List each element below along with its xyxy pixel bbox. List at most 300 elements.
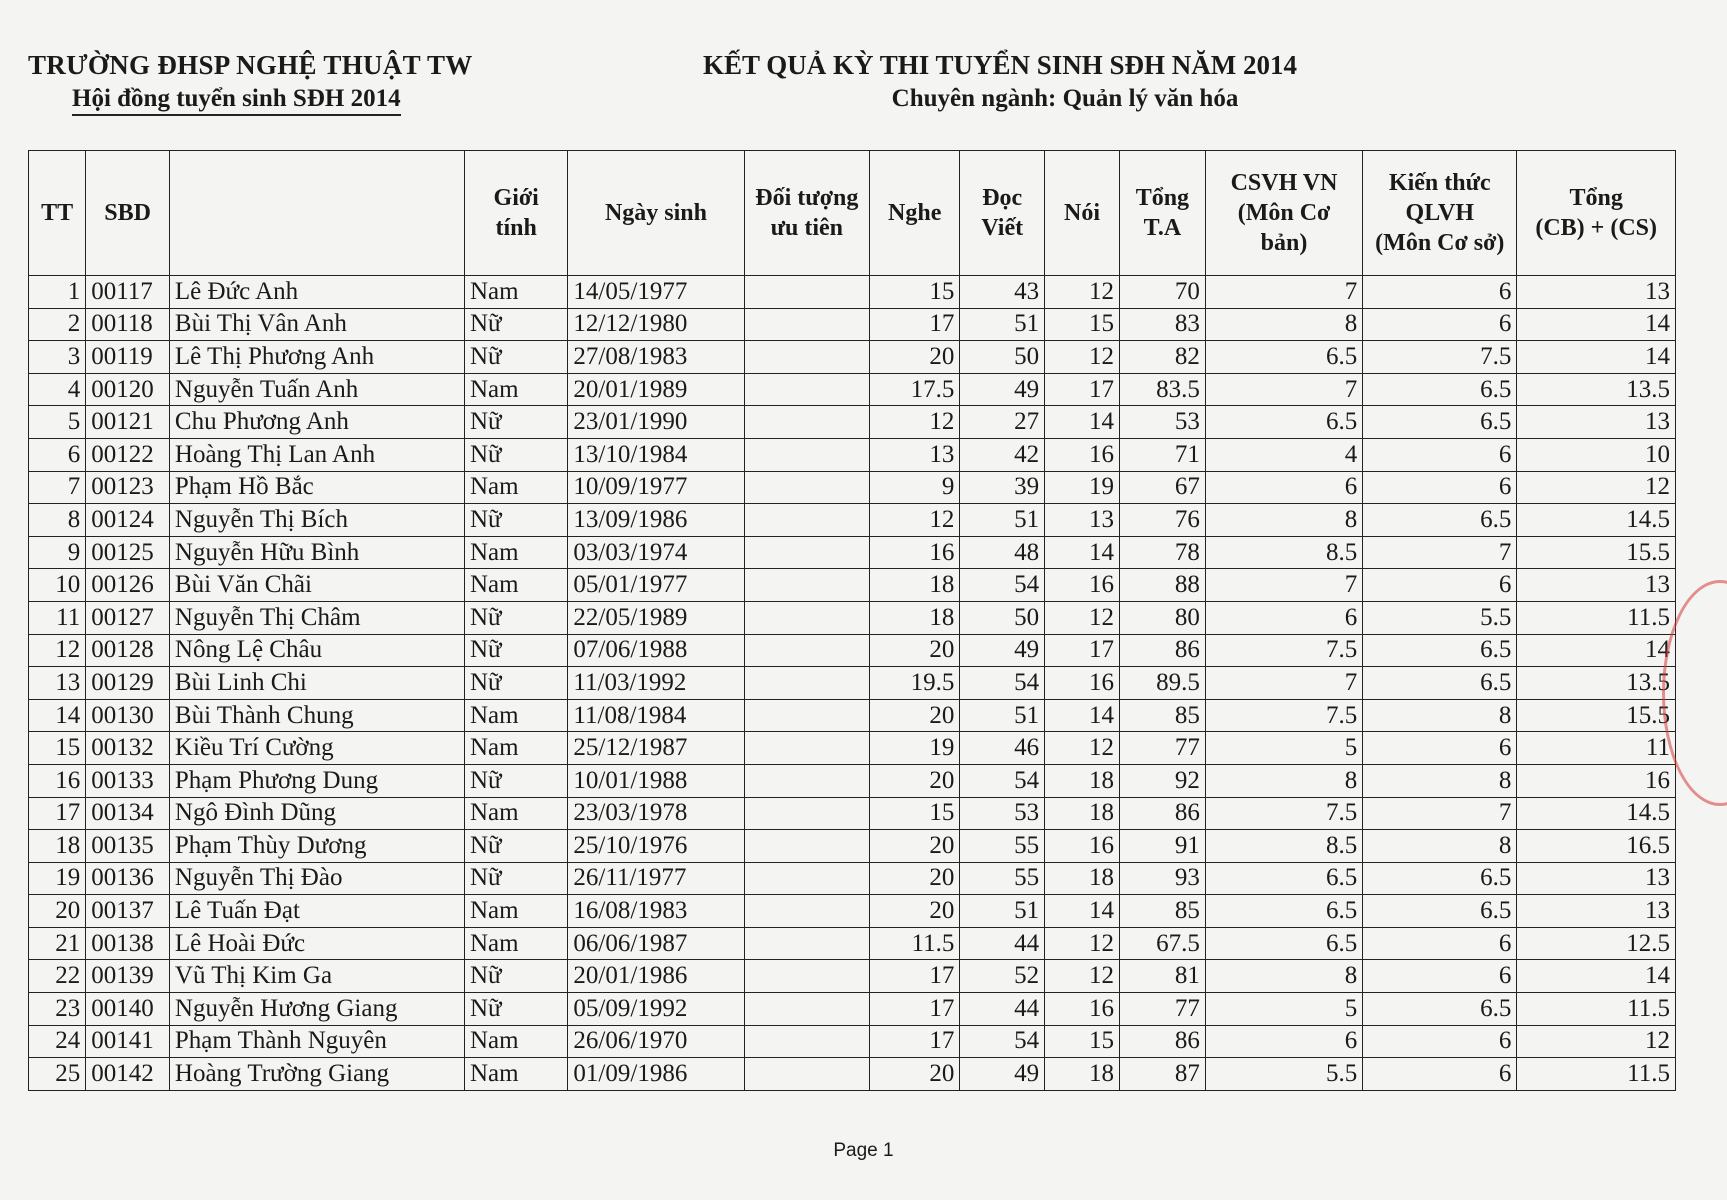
table-row bbox=[29, 601, 1676, 634]
cell-sbd: 00129 bbox=[86, 667, 170, 700]
cell-priority bbox=[744, 276, 870, 309]
cell-english-total: 93 bbox=[1119, 862, 1205, 895]
cell-priority bbox=[744, 601, 870, 634]
cell-csvh: 7.5 bbox=[1205, 797, 1362, 830]
page-footer: Page 1 bbox=[833, 1140, 894, 1161]
cell-gender: Nữ bbox=[464, 308, 567, 341]
cell-total: 15.5 bbox=[1517, 699, 1676, 732]
cell-speaking: 12 bbox=[1045, 276, 1120, 309]
cell-total: 14 bbox=[1517, 308, 1676, 341]
cell-gender: Nam bbox=[464, 797, 567, 830]
cell-dob: 01/09/1986 bbox=[568, 1058, 744, 1091]
cell-sbd: 00128 bbox=[86, 634, 170, 667]
cell-english-total: 53 bbox=[1119, 406, 1205, 439]
cell-tt: 18 bbox=[29, 830, 86, 863]
cell-total: 14.5 bbox=[1517, 504, 1676, 537]
cell-gender: Nam bbox=[464, 276, 567, 309]
table-row bbox=[29, 373, 1676, 406]
cell-csvh: 5 bbox=[1205, 993, 1362, 1026]
cell-english-total: 88 bbox=[1119, 569, 1205, 602]
cell-gender: Nam bbox=[464, 536, 567, 569]
cell-sbd: 00120 bbox=[86, 373, 170, 406]
cell-speaking: 16 bbox=[1045, 438, 1120, 471]
cell-total: 11.5 bbox=[1517, 993, 1676, 1026]
council-name: Hội đồng tuyển sinh SĐH 2014 bbox=[72, 85, 401, 116]
cell-qlvh: 7.5 bbox=[1363, 341, 1517, 374]
cell-dob: 13/09/1986 bbox=[568, 504, 744, 537]
cell-listening: 19.5 bbox=[870, 667, 960, 700]
cell-name: Chu Phương Anh bbox=[169, 406, 464, 439]
cell-csvh: 6 bbox=[1205, 1025, 1362, 1058]
table-row bbox=[29, 1025, 1676, 1058]
cell-name: Hoàng Trường Giang bbox=[169, 1058, 464, 1091]
table-row bbox=[29, 993, 1676, 1026]
cell-reading-writing: 46 bbox=[960, 732, 1045, 765]
cell-priority bbox=[744, 764, 870, 797]
table-row bbox=[29, 764, 1676, 797]
cell-gender: Nữ bbox=[464, 438, 567, 471]
cell-priority bbox=[744, 308, 870, 341]
cell-reading-writing: 50 bbox=[960, 341, 1045, 374]
cell-listening: 17 bbox=[870, 308, 960, 341]
cell-tt: 1 bbox=[29, 276, 86, 309]
cell-listening: 20 bbox=[870, 634, 960, 667]
cell-gender: Nữ bbox=[464, 341, 567, 374]
cell-qlvh: 6.5 bbox=[1363, 895, 1517, 928]
cell-reading-writing: 54 bbox=[960, 667, 1045, 700]
cell-listening: 17 bbox=[870, 1025, 960, 1058]
cell-dob: 14/05/1977 bbox=[568, 276, 744, 309]
cell-qlvh: 7 bbox=[1363, 797, 1517, 830]
cell-total: 12 bbox=[1517, 471, 1676, 504]
cell-total: 13 bbox=[1517, 406, 1676, 439]
cell-tt: 7 bbox=[29, 471, 86, 504]
cell-reading-writing: 51 bbox=[960, 308, 1045, 341]
cell-dob: 23/03/1978 bbox=[568, 797, 744, 830]
cell-qlvh: 6 bbox=[1363, 960, 1517, 993]
cell-reading-writing: 51 bbox=[960, 699, 1045, 732]
cell-tt: 2 bbox=[29, 308, 86, 341]
cell-name: Phạm Thành Nguyên bbox=[169, 1025, 464, 1058]
cell-speaking: 16 bbox=[1045, 993, 1120, 1026]
cell-total: 12 bbox=[1517, 1025, 1676, 1058]
cell-total: 13.5 bbox=[1517, 373, 1676, 406]
header-csvh: CSVH VN (Môn Cơ bản) bbox=[1205, 151, 1362, 276]
cell-priority bbox=[744, 830, 870, 863]
cell-reading-writing: 50 bbox=[960, 601, 1045, 634]
cell-sbd: 00130 bbox=[86, 699, 170, 732]
cell-priority bbox=[744, 569, 870, 602]
cell-priority bbox=[744, 927, 870, 960]
cell-total: 13 bbox=[1517, 862, 1676, 895]
cell-tt: 14 bbox=[29, 699, 86, 732]
cell-dob: 25/10/1976 bbox=[568, 830, 744, 863]
cell-csvh: 7.5 bbox=[1205, 634, 1362, 667]
header-tt: TT bbox=[29, 151, 86, 276]
cell-reading-writing: 53 bbox=[960, 797, 1045, 830]
header-english-total: Tổng T.A bbox=[1119, 151, 1205, 276]
cell-listening: 15 bbox=[870, 276, 960, 309]
cell-gender: Nam bbox=[464, 895, 567, 928]
header-speaking: Nói bbox=[1045, 151, 1120, 276]
cell-tt: 13 bbox=[29, 667, 86, 700]
cell-sbd: 00118 bbox=[86, 308, 170, 341]
cell-csvh: 7 bbox=[1205, 569, 1362, 602]
cell-reading-writing: 52 bbox=[960, 960, 1045, 993]
cell-tt: 6 bbox=[29, 438, 86, 471]
cell-speaking: 17 bbox=[1045, 373, 1120, 406]
cell-sbd: 00142 bbox=[86, 1058, 170, 1091]
cell-tt: 19 bbox=[29, 862, 86, 895]
cell-priority bbox=[744, 895, 870, 928]
cell-sbd: 00124 bbox=[86, 504, 170, 537]
cell-total: 14 bbox=[1517, 634, 1676, 667]
cell-speaking: 14 bbox=[1045, 406, 1120, 439]
header-qlvh: Kiến thức QLVH (Môn Cơ sở) bbox=[1363, 151, 1517, 276]
cell-csvh: 6.5 bbox=[1205, 895, 1362, 928]
cell-speaking: 17 bbox=[1045, 634, 1120, 667]
cell-reading-writing: 51 bbox=[960, 504, 1045, 537]
cell-total: 14 bbox=[1517, 341, 1676, 374]
cell-tt: 11 bbox=[29, 601, 86, 634]
cell-name: Bùi Văn Chãi bbox=[169, 569, 464, 602]
cell-priority bbox=[744, 634, 870, 667]
cell-reading-writing: 51 bbox=[960, 895, 1045, 928]
header-priority: Đối tượng ưu tiên bbox=[744, 151, 870, 276]
cell-tt: 12 bbox=[29, 634, 86, 667]
cell-tt: 20 bbox=[29, 895, 86, 928]
table-row bbox=[29, 927, 1676, 960]
cell-english-total: 67 bbox=[1119, 471, 1205, 504]
cell-name: Lê Tuấn Đạt bbox=[169, 895, 464, 928]
cell-listening: 12 bbox=[870, 504, 960, 537]
cell-qlvh: 6 bbox=[1363, 1025, 1517, 1058]
cell-reading-writing: 54 bbox=[960, 764, 1045, 797]
cell-english-total: 78 bbox=[1119, 536, 1205, 569]
cell-reading-writing: 49 bbox=[960, 634, 1045, 667]
header-listening: Nghe bbox=[870, 151, 960, 276]
cell-tt: 16 bbox=[29, 764, 86, 797]
cell-english-total: 77 bbox=[1119, 732, 1205, 765]
cell-csvh: 8 bbox=[1205, 764, 1362, 797]
cell-qlvh: 6 bbox=[1363, 438, 1517, 471]
cell-tt: 17 bbox=[29, 797, 86, 830]
cell-total: 13 bbox=[1517, 276, 1676, 309]
cell-csvh: 8 bbox=[1205, 504, 1362, 537]
cell-tt: 4 bbox=[29, 373, 86, 406]
cell-reading-writing: 54 bbox=[960, 1025, 1045, 1058]
cell-csvh: 6.5 bbox=[1205, 862, 1362, 895]
cell-priority bbox=[744, 406, 870, 439]
table-row bbox=[29, 797, 1676, 830]
cell-sbd: 00126 bbox=[86, 569, 170, 602]
cell-english-total: 77 bbox=[1119, 993, 1205, 1026]
table-row bbox=[29, 471, 1676, 504]
cell-listening: 15 bbox=[870, 797, 960, 830]
cell-listening: 20 bbox=[870, 830, 960, 863]
cell-speaking: 18 bbox=[1045, 764, 1120, 797]
cell-gender: Nam bbox=[464, 373, 567, 406]
cell-gender: Nam bbox=[464, 1058, 567, 1091]
table-row bbox=[29, 569, 1676, 602]
cell-priority bbox=[744, 471, 870, 504]
cell-dob: 10/01/1988 bbox=[568, 764, 744, 797]
cell-reading-writing: 55 bbox=[960, 830, 1045, 863]
cell-name: Phạm Thùy Dương bbox=[169, 830, 464, 863]
cell-tt: 24 bbox=[29, 1025, 86, 1058]
cell-name: Nguyễn Thị Bích bbox=[169, 504, 464, 537]
header-dob: Ngày sinh bbox=[568, 151, 744, 276]
cell-name: Hoàng Thị Lan Anh bbox=[169, 438, 464, 471]
cell-dob: 05/01/1977 bbox=[568, 569, 744, 602]
cell-reading-writing: 42 bbox=[960, 438, 1045, 471]
cell-priority bbox=[744, 862, 870, 895]
cell-priority bbox=[744, 1025, 870, 1058]
cell-name: Nguyễn Thị Đào bbox=[169, 862, 464, 895]
cell-priority bbox=[744, 373, 870, 406]
cell-english-total: 86 bbox=[1119, 797, 1205, 830]
cell-gender: Nữ bbox=[464, 960, 567, 993]
cell-dob: 16/08/1983 bbox=[568, 895, 744, 928]
cell-speaking: 16 bbox=[1045, 667, 1120, 700]
cell-speaking: 12 bbox=[1045, 341, 1120, 374]
cell-dob: 22/05/1989 bbox=[568, 601, 744, 634]
document-title: KẾT QUẢ KỲ THI TUYỂN SINH SĐH NĂM 2014 bbox=[702, 50, 1298, 80]
cell-dob: 12/12/1980 bbox=[568, 308, 744, 341]
cell-priority bbox=[744, 536, 870, 569]
cell-listening: 20 bbox=[870, 1058, 960, 1091]
cell-listening: 9 bbox=[870, 471, 960, 504]
cell-dob: 20/01/1989 bbox=[568, 373, 744, 406]
cell-name: Nguyễn Hương Giang bbox=[169, 993, 464, 1026]
cell-name: Bùi Thị Vân Anh bbox=[169, 308, 464, 341]
cell-csvh: 6.5 bbox=[1205, 927, 1362, 960]
cell-sbd: 00134 bbox=[86, 797, 170, 830]
cell-gender: Nam bbox=[464, 699, 567, 732]
header-gender: Giới tính bbox=[464, 151, 567, 276]
table-row bbox=[29, 960, 1676, 993]
cell-dob: 05/09/1992 bbox=[568, 993, 744, 1026]
cell-total: 13.5 bbox=[1517, 667, 1676, 700]
table-row bbox=[29, 862, 1676, 895]
table-row bbox=[29, 634, 1676, 667]
cell-speaking: 13 bbox=[1045, 504, 1120, 537]
table-row bbox=[29, 276, 1676, 309]
cell-speaking: 19 bbox=[1045, 471, 1120, 504]
cell-gender: Nữ bbox=[464, 862, 567, 895]
cell-qlvh: 8 bbox=[1363, 699, 1517, 732]
cell-csvh: 8.5 bbox=[1205, 830, 1362, 863]
cell-qlvh: 6.5 bbox=[1363, 634, 1517, 667]
cell-english-total: 81 bbox=[1119, 960, 1205, 993]
cell-sbd: 00123 bbox=[86, 471, 170, 504]
cell-qlvh: 6 bbox=[1363, 471, 1517, 504]
cell-name: Nguyễn Hữu Bình bbox=[169, 536, 464, 569]
cell-tt: 23 bbox=[29, 993, 86, 1026]
cell-english-total: 71 bbox=[1119, 438, 1205, 471]
cell-speaking: 14 bbox=[1045, 895, 1120, 928]
cell-sbd: 00121 bbox=[86, 406, 170, 439]
cell-qlvh: 6.5 bbox=[1363, 504, 1517, 537]
cell-listening: 18 bbox=[870, 601, 960, 634]
cell-speaking: 12 bbox=[1045, 927, 1120, 960]
cell-sbd: 00135 bbox=[86, 830, 170, 863]
cell-reading-writing: 27 bbox=[960, 406, 1045, 439]
cell-dob: 26/11/1977 bbox=[568, 862, 744, 895]
cell-tt: 25 bbox=[29, 1058, 86, 1091]
major-subtitle: Chuyên ngành: Quản lý văn hóa bbox=[891, 85, 1239, 112]
cell-listening: 17.5 bbox=[870, 373, 960, 406]
cell-dob: 07/06/1988 bbox=[568, 634, 744, 667]
cell-english-total: 67.5 bbox=[1119, 927, 1205, 960]
cell-reading-writing: 55 bbox=[960, 862, 1045, 895]
cell-qlvh: 8 bbox=[1363, 830, 1517, 863]
cell-english-total: 86 bbox=[1119, 634, 1205, 667]
cell-gender: Nữ bbox=[464, 601, 567, 634]
cell-total: 13 bbox=[1517, 895, 1676, 928]
cell-qlvh: 6 bbox=[1363, 276, 1517, 309]
cell-csvh: 8 bbox=[1205, 960, 1362, 993]
cell-listening: 20 bbox=[870, 699, 960, 732]
cell-priority bbox=[744, 667, 870, 700]
cell-speaking: 16 bbox=[1045, 830, 1120, 863]
cell-priority bbox=[744, 504, 870, 537]
cell-gender: Nam bbox=[464, 471, 567, 504]
cell-speaking: 14 bbox=[1045, 536, 1120, 569]
cell-name: Lê Thị Phương Anh bbox=[169, 341, 464, 374]
cell-listening: 20 bbox=[870, 341, 960, 374]
table-row bbox=[29, 536, 1676, 569]
table-row bbox=[29, 830, 1676, 863]
cell-dob: 26/06/1970 bbox=[568, 1025, 744, 1058]
cell-sbd: 00133 bbox=[86, 764, 170, 797]
cell-speaking: 15 bbox=[1045, 308, 1120, 341]
table-header-row bbox=[29, 151, 1676, 276]
cell-total: 16 bbox=[1517, 764, 1676, 797]
table-row bbox=[29, 438, 1676, 471]
cell-name: Bùi Thành Chung bbox=[169, 699, 464, 732]
cell-csvh: 6 bbox=[1205, 601, 1362, 634]
cell-name: Phạm Hồ Bắc bbox=[169, 471, 464, 504]
cell-name: Vũ Thị Kim Ga bbox=[169, 960, 464, 993]
cell-dob: 27/08/1983 bbox=[568, 341, 744, 374]
cell-name: Nguyễn Thị Châm bbox=[169, 601, 464, 634]
cell-sbd: 00122 bbox=[86, 438, 170, 471]
table-row bbox=[29, 895, 1676, 928]
cell-gender: Nữ bbox=[464, 830, 567, 863]
cell-name: Bùi Linh Chi bbox=[169, 667, 464, 700]
cell-listening: 17 bbox=[870, 993, 960, 1026]
cell-speaking: 15 bbox=[1045, 1025, 1120, 1058]
cell-gender: Nữ bbox=[464, 993, 567, 1026]
cell-english-total: 92 bbox=[1119, 764, 1205, 797]
cell-qlvh: 6.5 bbox=[1363, 406, 1517, 439]
cell-total: 16.5 bbox=[1517, 830, 1676, 863]
cell-listening: 20 bbox=[870, 862, 960, 895]
cell-qlvh: 6 bbox=[1363, 308, 1517, 341]
cell-dob: 11/03/1992 bbox=[568, 667, 744, 700]
cell-csvh: 7 bbox=[1205, 373, 1362, 406]
cell-csvh: 6 bbox=[1205, 471, 1362, 504]
cell-priority bbox=[744, 699, 870, 732]
cell-dob: 03/03/1974 bbox=[568, 536, 744, 569]
cell-listening: 16 bbox=[870, 536, 960, 569]
cell-sbd: 00139 bbox=[86, 960, 170, 993]
table-row bbox=[29, 667, 1676, 700]
cell-name: Lê Đức Anh bbox=[169, 276, 464, 309]
cell-qlvh: 6 bbox=[1363, 732, 1517, 765]
cell-qlvh: 8 bbox=[1363, 764, 1517, 797]
cell-dob: 11/08/1984 bbox=[568, 699, 744, 732]
cell-reading-writing: 43 bbox=[960, 276, 1045, 309]
header-total: Tổng (CB) + (CS) bbox=[1517, 151, 1676, 276]
cell-dob: 06/06/1987 bbox=[568, 927, 744, 960]
cell-gender: Nữ bbox=[464, 406, 567, 439]
cell-csvh: 6.5 bbox=[1205, 406, 1362, 439]
cell-sbd: 00141 bbox=[86, 1025, 170, 1058]
cell-english-total: 89.5 bbox=[1119, 667, 1205, 700]
header-sbd: SBD bbox=[86, 151, 170, 276]
cell-tt: 5 bbox=[29, 406, 86, 439]
cell-reading-writing: 48 bbox=[960, 536, 1045, 569]
cell-dob: 10/09/1977 bbox=[568, 471, 744, 504]
cell-sbd: 00138 bbox=[86, 927, 170, 960]
cell-tt: 8 bbox=[29, 504, 86, 537]
cell-speaking: 12 bbox=[1045, 601, 1120, 634]
cell-speaking: 12 bbox=[1045, 960, 1120, 993]
cell-qlvh: 6.5 bbox=[1363, 993, 1517, 1026]
cell-sbd: 00119 bbox=[86, 341, 170, 374]
cell-speaking: 18 bbox=[1045, 862, 1120, 895]
table-row bbox=[29, 406, 1676, 439]
cell-qlvh: 6.5 bbox=[1363, 862, 1517, 895]
cell-total: 11.5 bbox=[1517, 1058, 1676, 1091]
header-name bbox=[169, 151, 464, 276]
cell-qlvh: 6 bbox=[1363, 927, 1517, 960]
cell-name: Kiều Trí Cường bbox=[169, 732, 464, 765]
cell-tt: 21 bbox=[29, 927, 86, 960]
cell-dob: 23/01/1990 bbox=[568, 406, 744, 439]
cell-gender: Nữ bbox=[464, 634, 567, 667]
cell-english-total: 87 bbox=[1119, 1058, 1205, 1091]
cell-total: 14.5 bbox=[1517, 797, 1676, 830]
cell-priority bbox=[744, 438, 870, 471]
cell-name: Ngô Đình Dũng bbox=[169, 797, 464, 830]
cell-english-total: 85 bbox=[1119, 895, 1205, 928]
cell-sbd: 00127 bbox=[86, 601, 170, 634]
cell-listening: 18 bbox=[870, 569, 960, 602]
cell-sbd: 00132 bbox=[86, 732, 170, 765]
cell-listening: 17 bbox=[870, 960, 960, 993]
cell-sbd: 00136 bbox=[86, 862, 170, 895]
cell-reading-writing: 44 bbox=[960, 993, 1045, 1026]
cell-priority bbox=[744, 732, 870, 765]
cell-gender: Nữ bbox=[464, 504, 567, 537]
cell-english-total: 83.5 bbox=[1119, 373, 1205, 406]
cell-priority bbox=[744, 960, 870, 993]
cell-name: Nông Lệ Châu bbox=[169, 634, 464, 667]
cell-priority bbox=[744, 341, 870, 374]
cell-total: 13 bbox=[1517, 569, 1676, 602]
cell-csvh: 7 bbox=[1205, 667, 1362, 700]
table-row bbox=[29, 1058, 1676, 1091]
results-table bbox=[28, 150, 1676, 1091]
cell-total: 11 bbox=[1517, 732, 1676, 765]
cell-qlvh: 7 bbox=[1363, 536, 1517, 569]
cell-total: 12.5 bbox=[1517, 927, 1676, 960]
cell-dob: 25/12/1987 bbox=[568, 732, 744, 765]
cell-csvh: 5.5 bbox=[1205, 1058, 1362, 1091]
